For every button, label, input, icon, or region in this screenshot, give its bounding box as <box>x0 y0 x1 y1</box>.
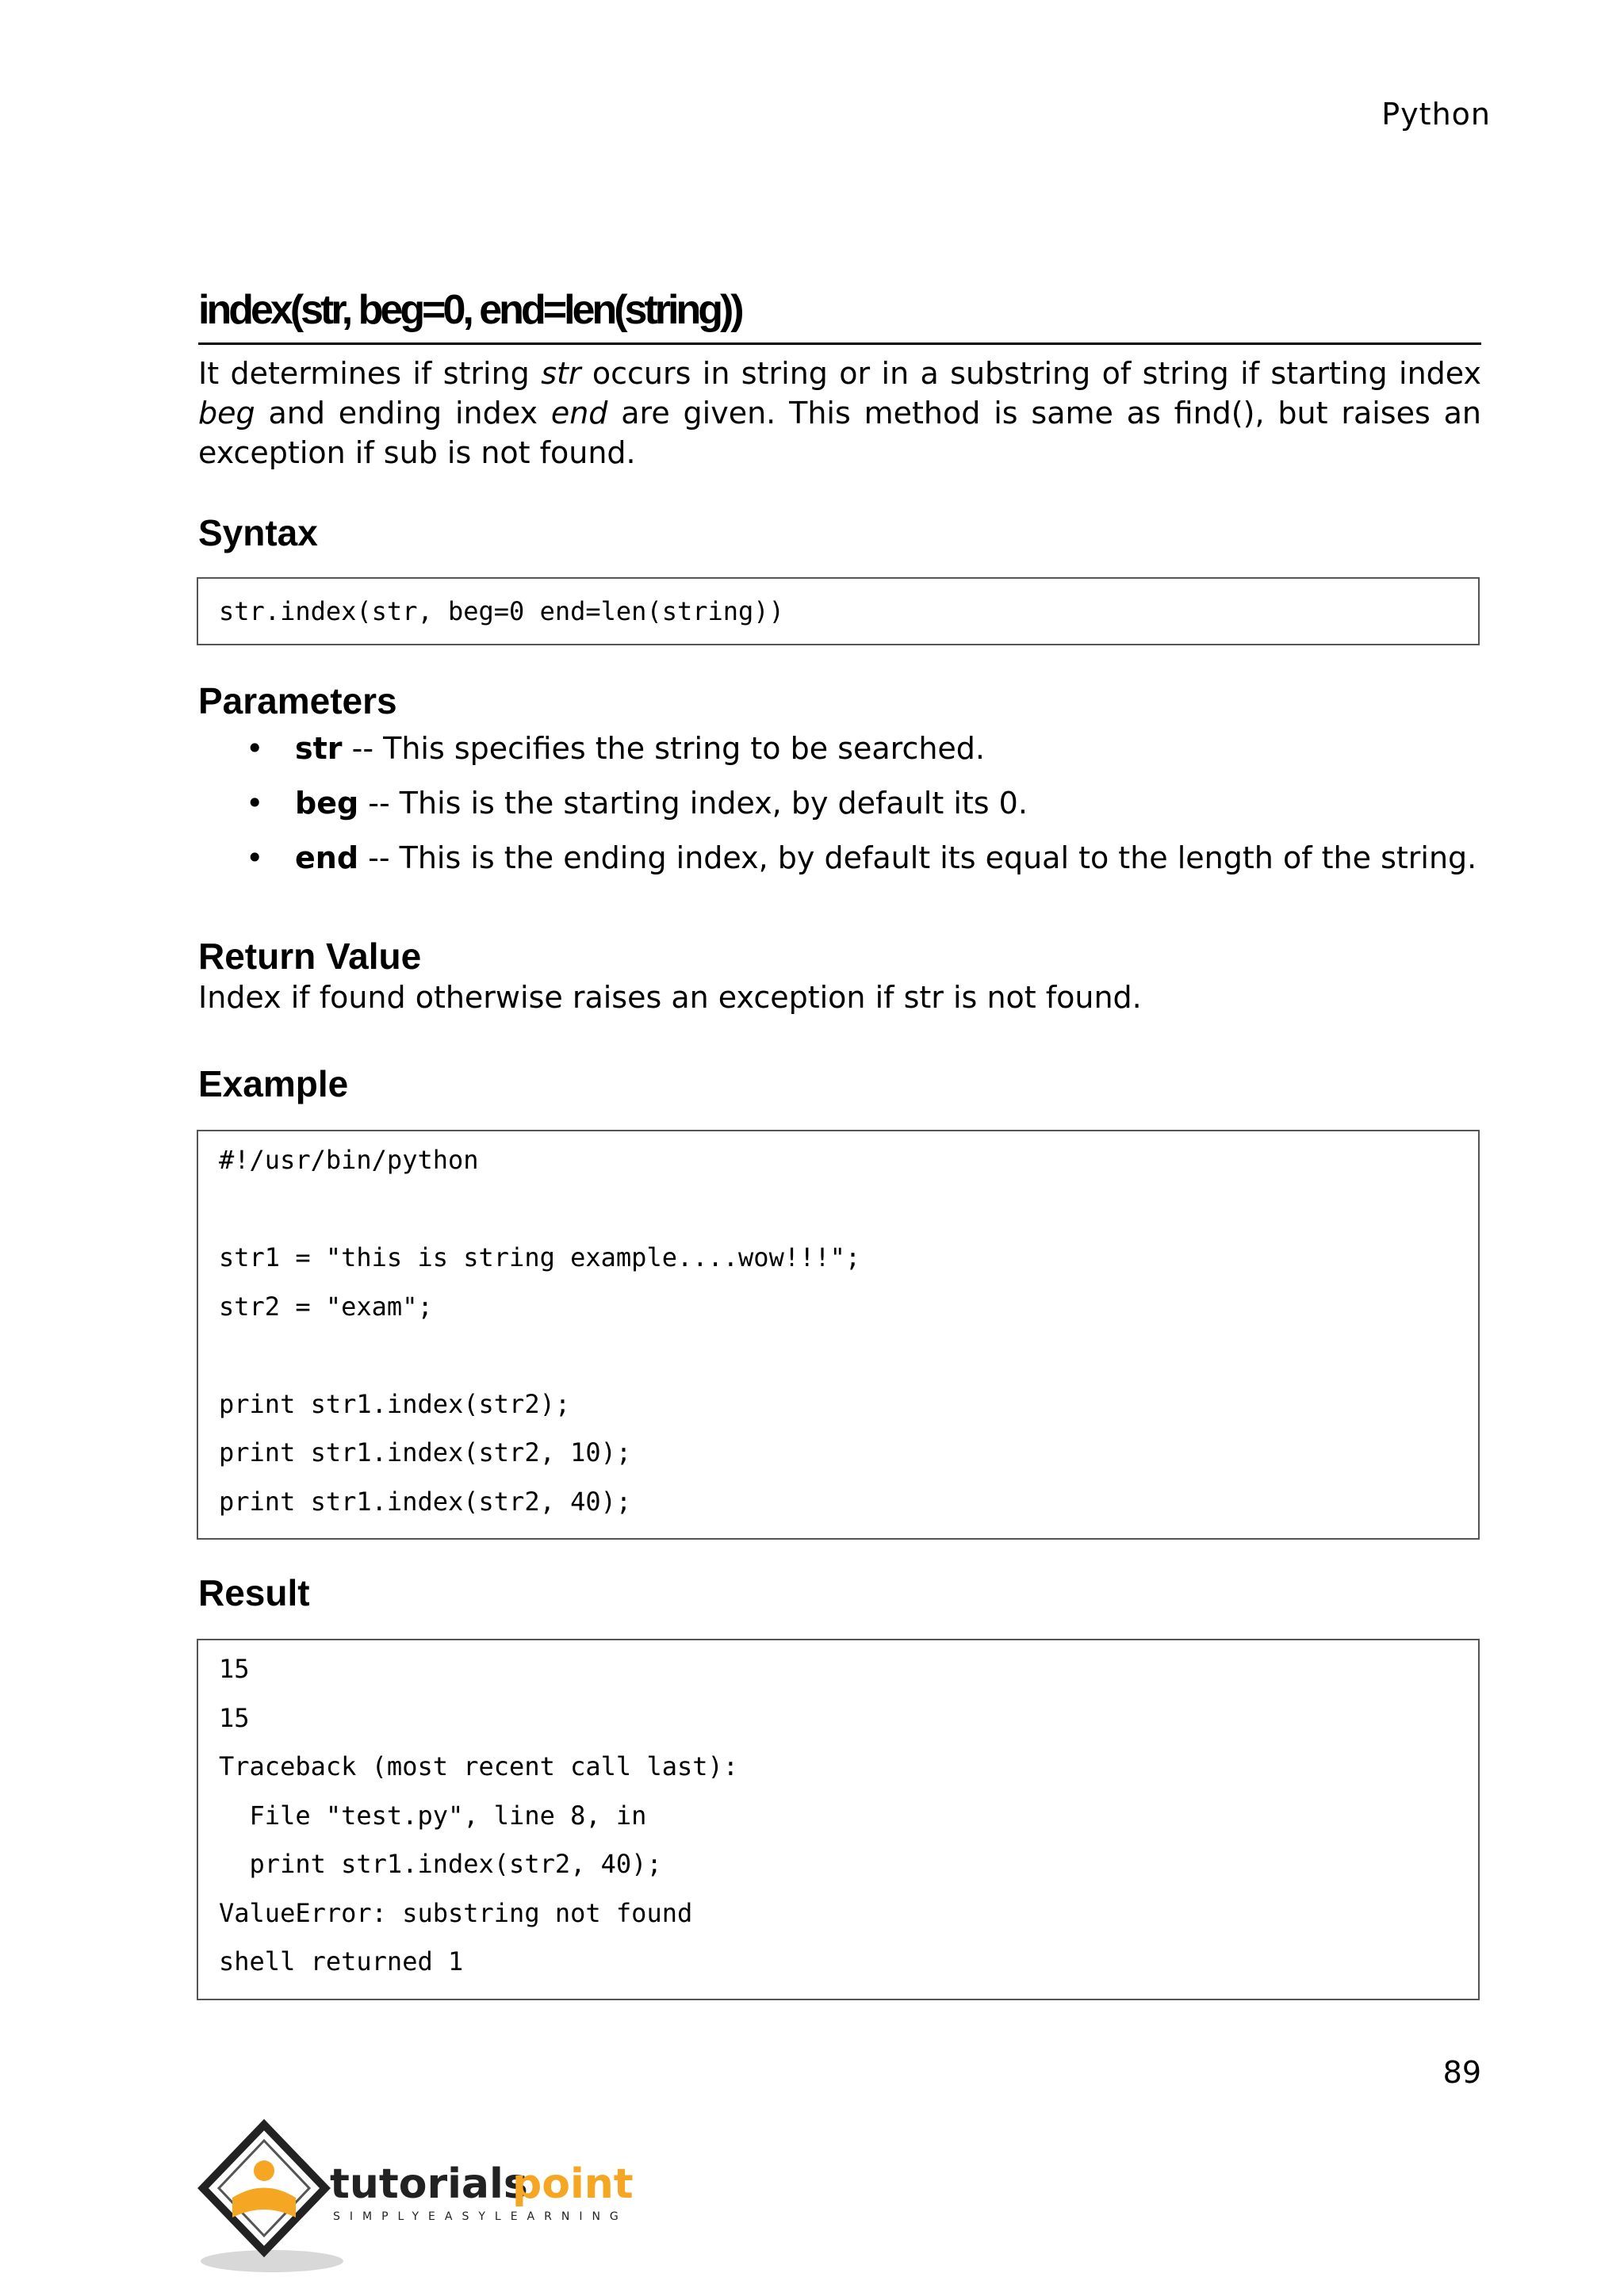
logo-head-icon <box>254 2160 274 2181</box>
code-line: print str1.index(str2); <box>219 1388 571 1419</box>
logo-graphic <box>197 2118 688 2277</box>
output-line: 15 <box>219 1702 250 1733</box>
logo-shadow-icon <box>201 2250 343 2272</box>
parameters-list <box>246 721 1477 886</box>
output-line: File "test.py", line 8, in <box>219 1800 647 1831</box>
intro-text-3: and ending index <box>255 396 551 430</box>
intro-paragraph <box>198 354 1481 473</box>
param-desc: -- This is the starting index, by default its 0. <box>358 786 1028 821</box>
logo-text-point: point <box>512 2160 634 2208</box>
tutorialspoint-logo <box>197 2118 688 2280</box>
syntax-heading: Syntax <box>198 512 318 553</box>
code-line: print str1.index(str2, 40); <box>219 1486 632 1517</box>
output-line: Traceback (most recent call last): <box>219 1751 739 1781</box>
param-desc: -- This specifies the string to be searched. <box>342 731 985 766</box>
output-line: print str1.index(str2, 40); <box>219 1849 662 1879</box>
example-heading: Example <box>198 1063 349 1104</box>
code-line: print str1.index(str2, 10); <box>219 1437 632 1468</box>
return-value-text: Index if found otherwise raises an exception if str is not found. <box>198 980 1142 1015</box>
intro-text-4: are given. This method is same as find(), but raises an exception if sub is not found. <box>198 396 1481 470</box>
example-code-box <box>197 1130 1480 1540</box>
intro-text-2: occurs in string or in a substring of string if starting index <box>580 356 1481 391</box>
result-heading: Result <box>198 1572 310 1613</box>
logo-tagline: SIMPLYEASYLEARNING <box>333 2210 628 2223</box>
intro-str-italic: str <box>541 356 581 391</box>
output-line: 15 <box>219 1654 250 1684</box>
bullet-icon: • <box>246 786 264 821</box>
code-line <box>219 1331 1457 1380</box>
list-item <box>246 721 1477 776</box>
list-item <box>246 831 1477 886</box>
logo-text-tutorials: tutorials <box>330 2160 528 2208</box>
intro-text-1: It determines if string <box>198 356 542 391</box>
return-value-heading: Return Value <box>198 936 422 977</box>
param-name: str <box>295 731 343 766</box>
result-output-box <box>197 1639 1480 2000</box>
intro-end-italic: end <box>550 396 608 430</box>
intro-beg-italic: beg <box>198 396 255 430</box>
code-line <box>219 1185 1457 1234</box>
syntax-code-line: str.index(str, beg=0 end=len(string)) <box>219 596 784 626</box>
syntax-code-box <box>197 577 1480 645</box>
code-line: str1 = "this is string example....wow!!!"; <box>219 1242 861 1272</box>
output-line: ValueError: substring not found <box>219 1897 693 1928</box>
code-line: #!/usr/bin/python <box>219 1145 479 1175</box>
parameters-heading: Parameters <box>198 680 397 721</box>
header-section: Python <box>1381 97 1491 132</box>
param-desc: -- This is the ending index, by default its equal to the length of the string. <box>358 840 1477 875</box>
page-title: index(str, beg=0, end=len(string)) <box>198 282 1481 345</box>
output-line: shell returned 1 <box>219 1946 464 1976</box>
param-name: beg <box>295 786 359 821</box>
bullet-icon: • <box>246 840 264 875</box>
code-line: str2 = "exam"; <box>219 1291 433 1322</box>
param-name: end <box>295 840 359 875</box>
list-item <box>246 776 1477 831</box>
page-number: 89 <box>1442 2055 1481 2090</box>
bullet-icon: • <box>246 731 264 766</box>
